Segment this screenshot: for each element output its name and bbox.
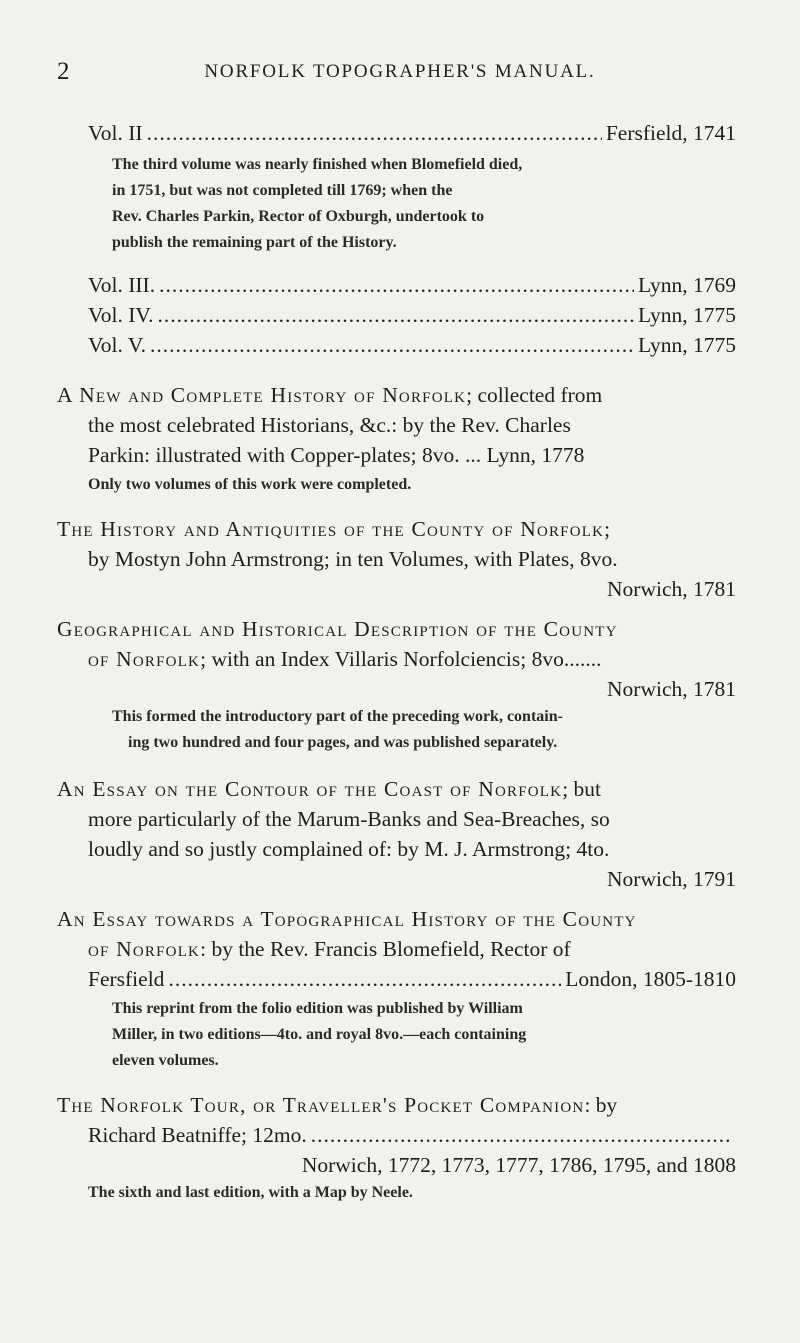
entry-text: ; with an Index Villaris Norfolciencis; 8vo.......	[200, 647, 602, 671]
entry-title: The Norfolk Tour, or Traveller's Pocket Companion	[57, 1093, 585, 1117]
entry-line	[57, 1090, 800, 1120]
dot-leader	[311, 1120, 732, 1150]
entry-place: Norwich, 1772, 1773, 1777, 1786, 1795, and 1808	[301, 1153, 736, 1177]
entry-text: : by the Rev. Francis Blomefield, Rector of	[200, 937, 571, 961]
entry-title: Geographical and Historical Description of the County	[57, 617, 618, 641]
entry-essay-topographical	[0, 904, 800, 1074]
entry-line: the most celebrated Historians, &c.: by the Rev. Charles	[88, 413, 571, 437]
volume-label: Vol. V.	[88, 333, 146, 357]
page-number: 2	[57, 58, 70, 85]
note-line: Rev. Charles Parkin, Rector of Oxburgh, undertook to	[112, 208, 485, 225]
note-line: eleven volumes.	[112, 1052, 219, 1069]
volume-place: Fersfield, 1741	[605, 121, 736, 145]
volume-place: Lynn, 1769	[638, 273, 736, 297]
entry-text: : by	[584, 1093, 618, 1117]
volume-line-2	[88, 118, 736, 148]
page-header	[0, 58, 800, 88]
dot-leader	[159, 270, 634, 300]
entry-line: more particularly of the Marum-Banks and Sea-Breaches, so	[88, 807, 610, 831]
entry-note	[112, 704, 800, 756]
entry-text: Fersfield	[88, 967, 165, 991]
page-content	[0, 118, 800, 1206]
volume-line-3	[88, 270, 736, 300]
entry-title: The History and Antiquities of the County of Norfolk	[57, 517, 605, 541]
note-line: ing two hundred and four pages, and was published separately.	[128, 734, 558, 751]
entry-line: by Mostyn John Armstrong; in ten Volumes, with Plates, 8vo.	[88, 547, 618, 571]
volume-label: Vol. IV.	[88, 303, 154, 327]
volume-label: Vol. III.	[88, 273, 156, 297]
entry-place: London, 1805-1810	[565, 967, 736, 991]
entry-line	[88, 934, 800, 964]
entry-note: Only two volumes of this work were completed.	[88, 476, 412, 493]
note-line: publish the remaining part of the History.	[112, 234, 397, 251]
entry-line	[88, 964, 736, 994]
volume-place: Lynn, 1775	[638, 303, 736, 327]
entry-line	[57, 774, 800, 804]
volume-place: Lynn, 1775	[638, 333, 736, 357]
entry-title: An Essay towards a Topographical History of the County	[57, 907, 637, 931]
note-line: The third volume was nearly finished when Blomefield died,	[112, 156, 523, 173]
entry-title: A New and Complete History of Norfolk	[57, 383, 467, 407]
entry-title: of Norfolk	[88, 647, 201, 671]
entry-text: Richard Beatniffe; 12mo.	[88, 1123, 307, 1147]
entry-note	[112, 996, 800, 1074]
dot-leader	[168, 964, 561, 994]
entry-place: Norwich, 1781	[607, 577, 736, 601]
volume-label: Vol. II	[88, 121, 143, 145]
entry-line: loudly and so justly complained of: by M. J. Armstrong; 4to.	[88, 837, 610, 861]
note-line: This formed the introductory part of the preceding work, contain-	[112, 708, 563, 725]
entry-essay-contour	[0, 774, 800, 894]
volume-line-4	[88, 300, 736, 330]
dot-leader	[150, 330, 634, 360]
entry-title: An Essay on the Contour of the Coast of Norfolk	[57, 777, 563, 801]
entry-title: of Norfolk	[88, 937, 201, 961]
entry-line	[57, 380, 800, 410]
entry-norfolk-tour	[0, 1090, 800, 1206]
volume-line-5	[88, 330, 736, 360]
note-third-volume	[112, 152, 800, 256]
entry-line	[57, 514, 800, 544]
entry-place: Norwich, 1791	[607, 867, 736, 891]
entry-line	[88, 644, 800, 674]
note-line: This reprint from the folio edition was published by William	[112, 1000, 523, 1017]
entry-text: ;	[604, 517, 611, 541]
entry-note: The sixth and last edition, with a Map by Neele.	[88, 1184, 413, 1201]
entry-geographical-description	[0, 614, 800, 756]
running-title: NORFOLK TOPOGRAPHER'S MANUAL.	[204, 61, 596, 82]
dot-leader	[158, 300, 635, 330]
entry-history-antiquities	[0, 514, 800, 604]
entry-text: ; but	[562, 777, 602, 801]
note-line: in 1751, but was not completed till 1769; when the	[112, 182, 453, 199]
entry-place: Norwich, 1781	[607, 677, 736, 701]
entry-line	[88, 1120, 736, 1150]
entry-new-complete-history	[0, 380, 800, 498]
entry-line: Parkin: illustrated with Copper-plates; 8vo. ... Lynn, 1778	[88, 443, 585, 467]
entry-text: ; collected from	[466, 383, 603, 407]
dot-leader	[147, 118, 602, 148]
note-line: Miller, in two editions—4to. and royal 8vo.—each containing	[112, 1026, 527, 1043]
